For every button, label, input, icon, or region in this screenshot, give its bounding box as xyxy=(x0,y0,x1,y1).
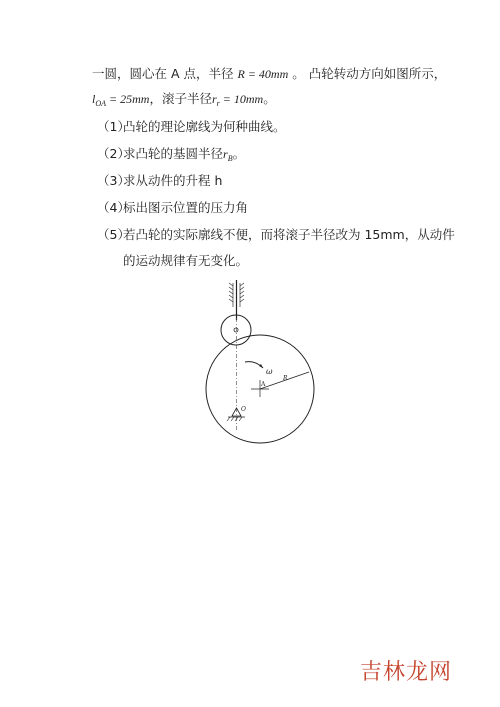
roller-radius-text: ，滚子半径 xyxy=(149,91,212,106)
rr-value: = 10mm xyxy=(219,92,264,106)
question-number: （5） xyxy=(97,227,130,242)
roller-center xyxy=(234,328,238,332)
rb-subscript: B xyxy=(227,154,233,163)
loa-value: = 25mm xyxy=(106,92,150,106)
intro-text-1: 一圆，圆心在 A 点，半径 xyxy=(92,66,234,81)
question-3 xyxy=(97,173,222,189)
question-2: （2）求凸轮的基圆半径$r_B$。 xyxy=(97,146,246,163)
cam-mechanism-diagram xyxy=(195,280,325,465)
intro-line-2: $l_{OA} = 25mm$，滚子半径$r_r = 10mm$。 xyxy=(92,91,276,108)
question-text: 标出图示位置的压力角 xyxy=(123,200,249,215)
pivot-hatch xyxy=(227,417,242,421)
intro-text-2: 凸轮转动方向如图所示， xyxy=(308,66,447,81)
intro-line-1: 一圆，圆心在 A 点，半径 R = 40mm 。 凸轮转动方向如图所示， xyxy=(92,66,447,81)
rr-symbol: r xyxy=(211,92,217,106)
site-watermark-logo: 吉林龙网 xyxy=(360,660,453,685)
question-4 xyxy=(97,200,248,216)
r-label: R xyxy=(283,375,288,382)
question-number: （4） xyxy=(97,200,130,215)
question-text: 若凸轮的实际廓线不便，而将滚子半径改为 15mm，从动件 xyxy=(123,227,455,242)
rr-subscript: r xyxy=(216,99,220,108)
question-5 xyxy=(97,227,455,243)
radius-formula: R = 40mm xyxy=(237,67,289,81)
question-number: （1） xyxy=(97,119,130,134)
question-text: 凸轮的理论廓线为何种曲线。 xyxy=(123,119,286,134)
question-5-continued xyxy=(123,253,248,269)
rb-symbol: r xyxy=(223,147,228,161)
question-1 xyxy=(97,119,286,135)
question-number: （2） xyxy=(97,146,130,161)
question-number: （3） xyxy=(97,173,130,188)
question-text: 的运动规律有无变化。 xyxy=(123,253,249,268)
loa-symbol: l xyxy=(92,92,96,106)
question-text: 求从动件的升程 h xyxy=(123,173,223,188)
o-label: O xyxy=(241,406,246,413)
a-label: A xyxy=(261,381,266,388)
omega-label: ω xyxy=(266,367,273,376)
question-text: 求凸轮的基圆半径 xyxy=(123,146,224,161)
loa-subscript: OA xyxy=(95,99,107,108)
